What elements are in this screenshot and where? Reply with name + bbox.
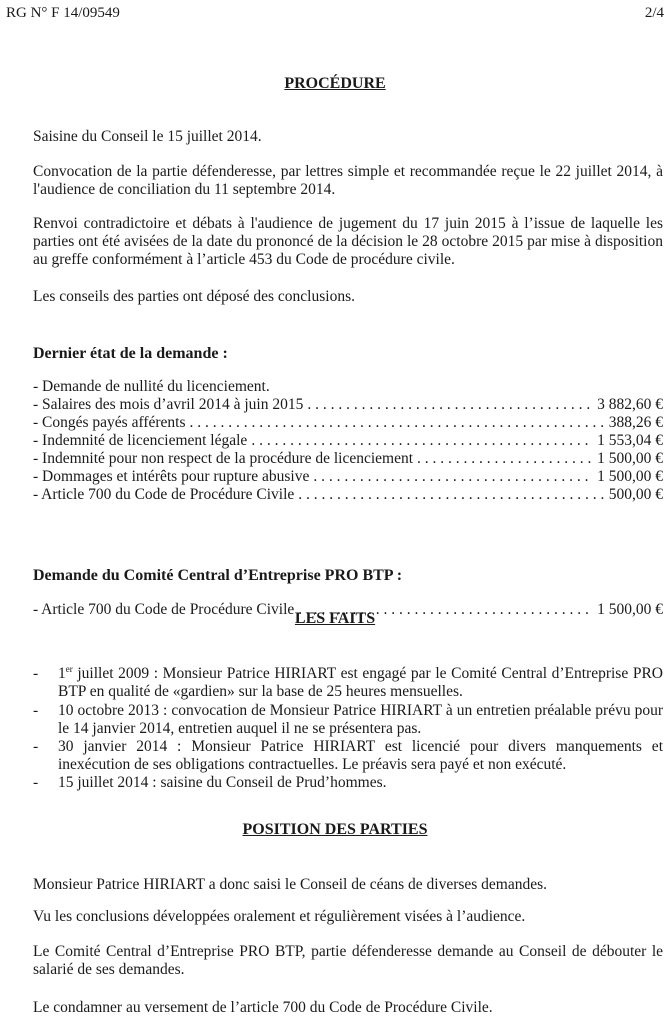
committee-heading: Demande du Comité Central d’Entreprise PRO BTP : — [33, 567, 403, 584]
fact-text: 10 octobre 2013 : convocation de Monsieur Patrice HIRIART à un entretien préalable prévu pour le 14 janvier 2014, entretien auquel il ne se présentera pas. — [58, 702, 663, 737]
leader-dots — [251, 432, 593, 450]
demand-amount: 1 500,00 € — [597, 468, 663, 485]
demand-line — [33, 486, 663, 504]
committee-label: - Article 700 du Code de Procédure Civile — [33, 601, 295, 618]
demand-line — [33, 468, 663, 486]
facts-heading: LES FAITS — [294, 610, 376, 627]
procedure-heading: PROCÉDURE — [284, 75, 386, 92]
fact-dash: - — [33, 774, 39, 791]
demand-label: - Article 700 du Code de Procédure Civile — [33, 486, 295, 503]
procedure-paragraph-3: Renvoi contradictoire et débats à l'audience de jugement du 17 juin 2015 à l’issue de laquelle les parties ont été avisées de la date du prononcé de la décision le 28 octobre 2015 par mise à disposition au greffe conformément à l’article 453 du Code de procédure civile. — [33, 215, 663, 268]
fact-dash: - — [33, 665, 39, 682]
demand-amount: 388,26 € — [608, 414, 663, 431]
demand-label: - Indemnité de licenciement légale — [33, 432, 248, 449]
procedure-paragraph-1: Saisine du Conseil le 15 juillet 2014. — [33, 128, 262, 145]
positions-paragraph-2: Vu les conclusions développées oralement et régulièrement visées à l’audience. — [33, 908, 526, 925]
fact-day: 1 — [58, 665, 66, 682]
demand-line — [33, 414, 663, 432]
demand-line — [33, 378, 663, 396]
demand-amount: 1 553,04 € — [597, 432, 663, 449]
leader-dots — [298, 486, 604, 504]
positions-paragraph-3: Le Comité Central d’Entreprise PRO BTP, partie défenderesse demande au Conseil de débouter le salarié de ses demandes. — [33, 943, 663, 978]
demand-label: - Dommages et intérêts pour rupture abusive — [33, 468, 310, 485]
demand-amount: 3 882,60 € — [597, 396, 663, 413]
fact-text — [58, 665, 663, 701]
demand-label: - Demande de nullité du licenciement. — [33, 378, 270, 395]
demand-line — [33, 450, 663, 468]
leader-dots — [313, 468, 593, 486]
committee-amount: 1 500,00 € — [597, 601, 663, 618]
leader-dots — [190, 414, 605, 432]
demand-label: - Indemnité pour non respect de la procédure de licenciement — [33, 450, 414, 467]
fact-text: 15 juillet 2014 : saisine du Conseil de Prud’hommes. — [58, 774, 387, 791]
demand-amount: 500,00 € — [608, 486, 663, 503]
page-number: 2/4 — [644, 5, 664, 21]
procedure-paragraph-2: Convocation de la partie défenderesse, par lettres simple et recommandée reçue le 22 juillet 2014, à l'audience de conciliation du 11 septembre 2014. — [33, 163, 663, 198]
fact-text: 30 janvier 2014 : Monsieur Patrice HIRIART est licencié pour divers manquements et inexécution de ses obligations contractuelles. Le préavis sera payé et non exécuté. — [58, 738, 663, 773]
fact-body: juillet 2009 : Monsieur Patrice HIRIART est engagé par le Comité Central d’Entreprise PRO BTP en qualité de «gardien» sur la base de 25 heures mensuelles. — [58, 665, 663, 700]
demand-line — [33, 396, 663, 414]
procedure-paragraph-4: Les conseils des parties ont déposé des conclusions. — [33, 288, 355, 305]
demand-line — [33, 432, 663, 450]
fact-ordinal: er — [65, 663, 73, 674]
demand-amount: 1 500,00 € — [597, 450, 663, 467]
demand-heading: Dernier état de la demande : — [33, 345, 228, 362]
fact-dash: - — [33, 702, 39, 719]
demand-label: - Salaires des mois d’avril 2014 à juin 2015 — [33, 396, 304, 413]
positions-paragraph-1: Monsieur Patrice HIRIART a donc saisi le Conseil de céans de diverses demandes. — [33, 876, 548, 893]
positions-heading: POSITION DES PARTIES — [242, 821, 428, 838]
leader-dots — [307, 396, 593, 414]
positions-paragraph-4: Le condamner au versement de l’article 700 du Code de Procédure Civile. — [33, 999, 493, 1016]
leader-dots — [417, 450, 593, 468]
fact-dash: - — [33, 738, 39, 755]
case-number: RG N° F 14/09549 — [6, 5, 120, 21]
demand-label: - Congés payés afférents — [33, 414, 186, 431]
